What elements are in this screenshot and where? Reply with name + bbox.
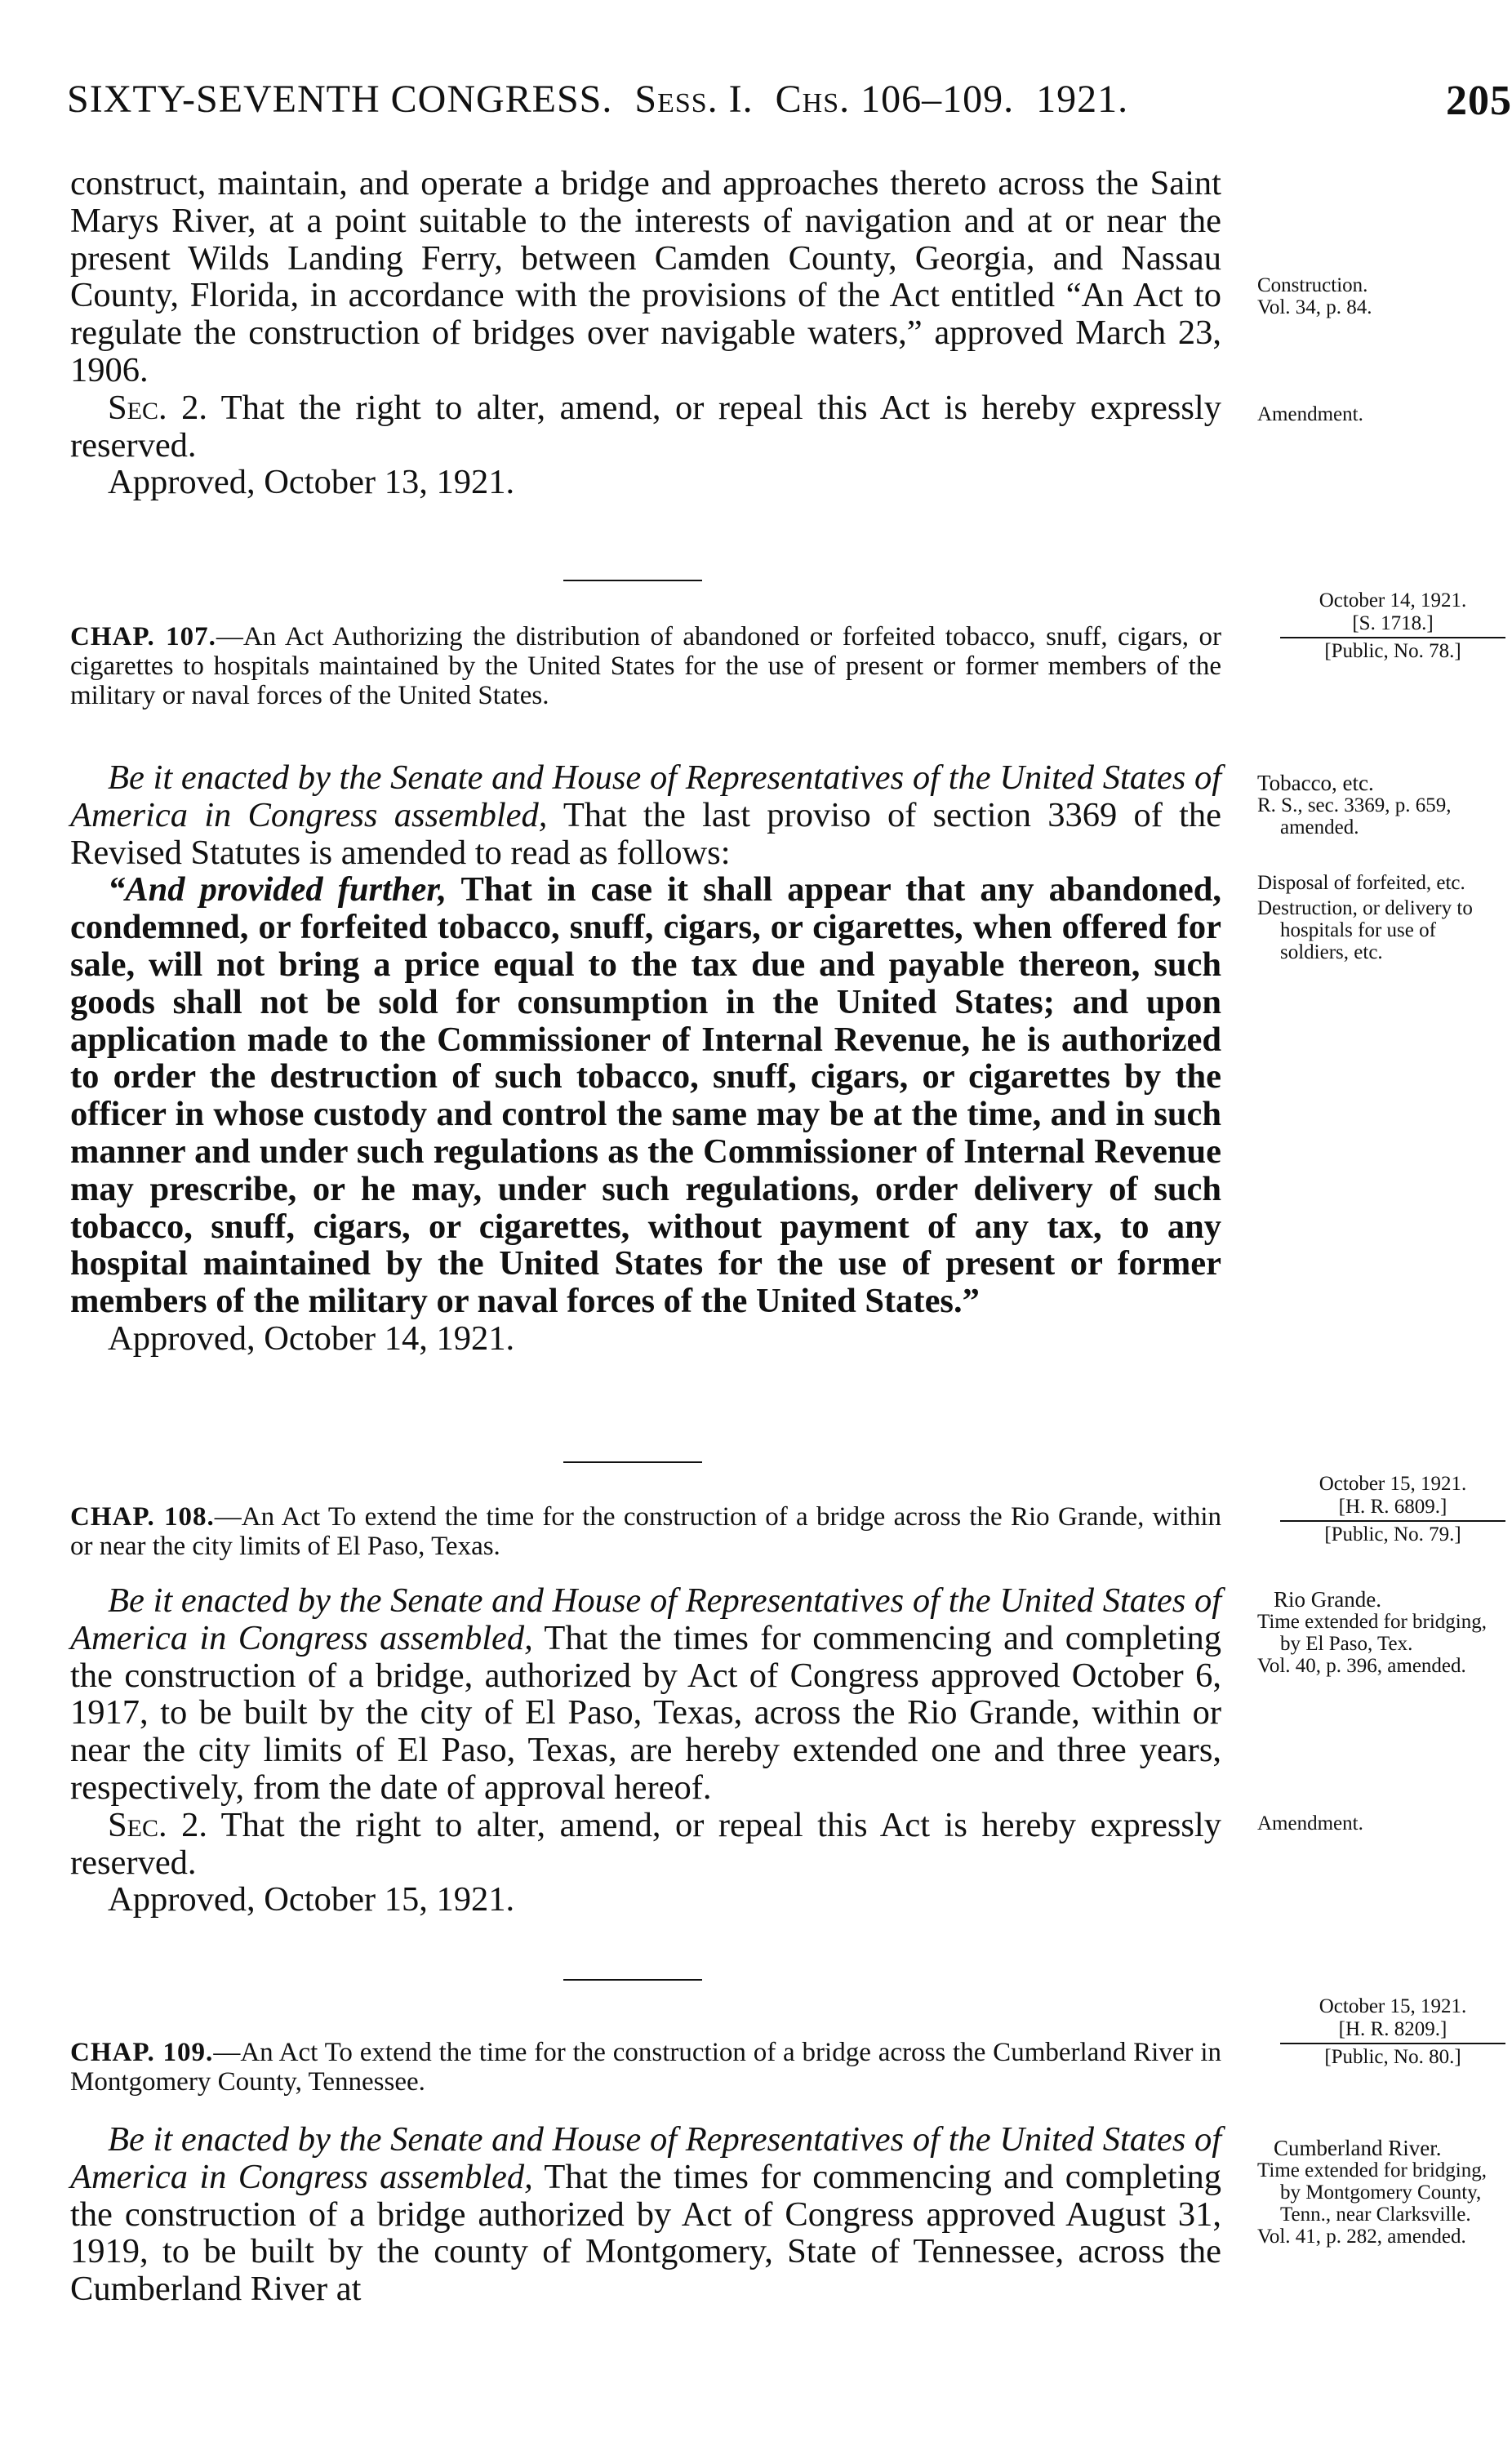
header-session: Sess. I. [634, 78, 754, 121]
chap108-sec2 [70, 1807, 1221, 1882]
chap109-bill-block [1280, 1995, 1505, 2069]
chap106-body [70, 165, 1221, 501]
chap108-date: October 15, 1921. [1319, 1473, 1467, 1495]
chap109-public: [Public, No. 80.] [1324, 2046, 1461, 2068]
chap107-title-text: —An Act Authorizing the distribution of abandoned or forfeited tobacco, snuff, cigars, or cigarettes to hospitals maintained by the United States for the use of present or former members of the military or naval forces of the United States. [70, 622, 1222, 710]
chap109-title-text: —An Act To extend the time for the construction of a bridge across the Cumberland River in Montgomery County, Tennessee. [70, 2038, 1221, 2097]
margin-vol34: Vol. 34, p. 84. [1257, 296, 1372, 318]
chap107-enacting [70, 759, 1221, 871]
chap109-title [70, 2038, 1221, 2097]
section-divider [563, 580, 702, 581]
chap108-enacting-rest: That the times for commencing and completing the construction of a bridge, authorized by Act of Congress approved October 6, 1917, to be built by the city of El Paso, Texas, across the Rio Grande, within or near the city limits of El Paso, Texas, are hereby extended one and three years, respectively, from the date of approval hereof. [70, 1618, 1222, 1807]
page-number: 205 [1446, 78, 1512, 124]
margin-tobacco: Tobacco, etc. [1257, 771, 1374, 795]
chap109-bill-rule [1280, 2043, 1505, 2044]
chap107-label: CHAP. 107. [70, 622, 216, 652]
chap108-enacting-italic: Be it enacted by the Senate and House of Representatives of the United States of America in Congress assembled, [70, 1581, 1221, 1657]
running-header [67, 77, 1512, 126]
margin-vol40: Vol. 40, p. 396, amended. [1257, 1655, 1466, 1677]
header-chapters: Chs. 106–109. [775, 78, 1015, 121]
margin-disposal: Disposal of forfeited, etc. [1257, 872, 1465, 894]
chap108-title [70, 1502, 1221, 1561]
chap108-body [70, 1582, 1221, 1919]
chap107-proviso-italic: “And provided further, [108, 870, 447, 909]
chap109-label: CHAP. 109. [70, 2038, 214, 2067]
chap106-sec2-text: That the right to alter, amend, or repeal this Act is hereby expressly reserved. [70, 388, 1221, 465]
margin-time-extended-108: Time extended for bridging, by El Paso, Tex. [1257, 1611, 1487, 1655]
chap106-margin-amendment [1257, 403, 1502, 425]
section-divider [563, 1461, 702, 1463]
chap109-enacting [70, 2121, 1221, 2308]
chap108-enacting [70, 1582, 1221, 1807]
chap109-margin-cumberland [1257, 2137, 1502, 2248]
chap107-date: October 14, 1921. [1319, 589, 1467, 612]
chap107-bill: [S. 1718.] [1352, 612, 1434, 634]
chap107-approved: Approved, October 14, 1921. [108, 1319, 515, 1358]
chap109-date: October 15, 1921. [1319, 1995, 1467, 2017]
section-divider [563, 1979, 702, 1981]
chap108-margin-amendment [1257, 1812, 1502, 1834]
chap107-margin-disposal [1257, 872, 1502, 963]
margin-amendment-108: Amendment. [1257, 1812, 1363, 1834]
chap106-margin-construction [1257, 274, 1502, 318]
margin-rio-grande: Rio Grande. [1274, 1587, 1381, 1612]
header-left [67, 77, 1128, 122]
chap107-public: [Public, No. 78.] [1324, 640, 1461, 662]
chap107-bill-rule [1280, 637, 1505, 638]
margin-vol41: Vol. 41, p. 282, amended. [1257, 2226, 1466, 2248]
chap108-approved: Approved, October 15, 1921. [108, 1880, 515, 1919]
margin-rs-3369: R. S., sec. 3369, p. 659, amended. [1257, 794, 1452, 838]
margin-amendment-106: Amendment. [1257, 403, 1363, 425]
chap108-public: [Public, No. 79.] [1324, 1523, 1461, 1545]
chap108-label: CHAP. 108. [70, 1502, 215, 1532]
chap108-sec2-label: Sec. 2. [108, 1805, 207, 1844]
chap109-enacting-italic: Be it enacted by the Senate and House of Representatives of the United States of America in Congress assembled, [70, 2120, 1221, 2196]
chap109-body [70, 2121, 1221, 2308]
chap107-bill-block [1280, 589, 1505, 663]
chap107-enacting-italic: Be it enacted by the Senate and House of Representatives of the United States of America in Congress assembled, [70, 758, 1221, 834]
chap107-proviso-text: That in case it shall appear that any abandoned, condemned, or forfeited tobacco, snuff, cigars, or cigarettes, when offered for sale, will not bring a price equal to the tax due and payable thereon, such goods shall not be sold for consumption in the United States; and upon application made to the Commissioner of Internal Revenue, he is authorized to order the destruction of such tobacco, snuff, cigars, or cigarettes by the officer in whose custody and control the same may be at the time, and in such manner and under such regulations as the Commissioner of Internal Revenue may prescribe, or he may, under such regulations, order delivery of such tobacco, snuff, cigars, or cigarettes, without payment of any tax, to any hospital maintained by the United States for the use of present or former members of the military or naval forces of the United States.” [70, 870, 1222, 1321]
chap107-proviso [70, 871, 1221, 1320]
chap108-bill: [H. R. 6809.] [1338, 1496, 1448, 1518]
chap107-body [70, 759, 1221, 1358]
margin-construction: Construction. [1257, 274, 1368, 296]
chap108-bill-rule [1280, 1520, 1505, 1522]
chap106-sec2-label: Sec. 2. [108, 388, 207, 427]
header-congress: SIXTY-SEVENTH CONGRESS. [67, 78, 613, 121]
header-year: 1921. [1036, 78, 1129, 121]
chap108-sec2-text: That the right to alter, amend, or repeal this Act is hereby expressly reserved. [70, 1805, 1221, 1882]
chap108-margin-rio [1257, 1589, 1502, 1677]
chap107-enacting-rest: That the last proviso of section 3369 of the Revised Statutes is amended to read as follows: [70, 795, 1221, 872]
margin-time-extended-109: Time extended for bridging, by Montgomery County, Tenn., near Clarksville. [1257, 2159, 1487, 2226]
chap108-title-text: —An Act To extend the time for the construction of a bridge across the Rio Grande, within or near the city limits of El Paso, Texas. [70, 1502, 1221, 1561]
margin-cumberland-river: Cumberland River. [1274, 2136, 1442, 2160]
chap106-paragraph: construct, maintain, and operate a bridge and approaches thereto across the Saint Marys River, at a point suitable to the interests of navigation and at or near the present Wilds Landing Ferry, between Camden County, Georgia, and Nassau County, Florida, in accordance with the provisions of the Act entitled “An Act to regulate the construction of bridges over navigable waters,” approved March 23, 1906. [70, 164, 1221, 389]
margin-destruction: Destruction, or delivery to hospitals for use of soldiers, etc. [1257, 897, 1473, 963]
chap109-enacting-rest: That the times for commencing and completing the construction of a bridge authorized by Act of Congress approved August 31, 1919, to be built by the county of Montgomery, State of Tennessee, across the Cumberland River at [70, 2157, 1222, 2309]
chap108-bill-block [1280, 1473, 1505, 1546]
chap109-bill: [H. R. 8209.] [1338, 2018, 1448, 2040]
chap106-sec2 [70, 389, 1221, 465]
chap106-approved: Approved, October 13, 1921. [108, 463, 515, 502]
chap107-margin-tobacco [1257, 772, 1502, 838]
chap107-title [70, 622, 1221, 710]
